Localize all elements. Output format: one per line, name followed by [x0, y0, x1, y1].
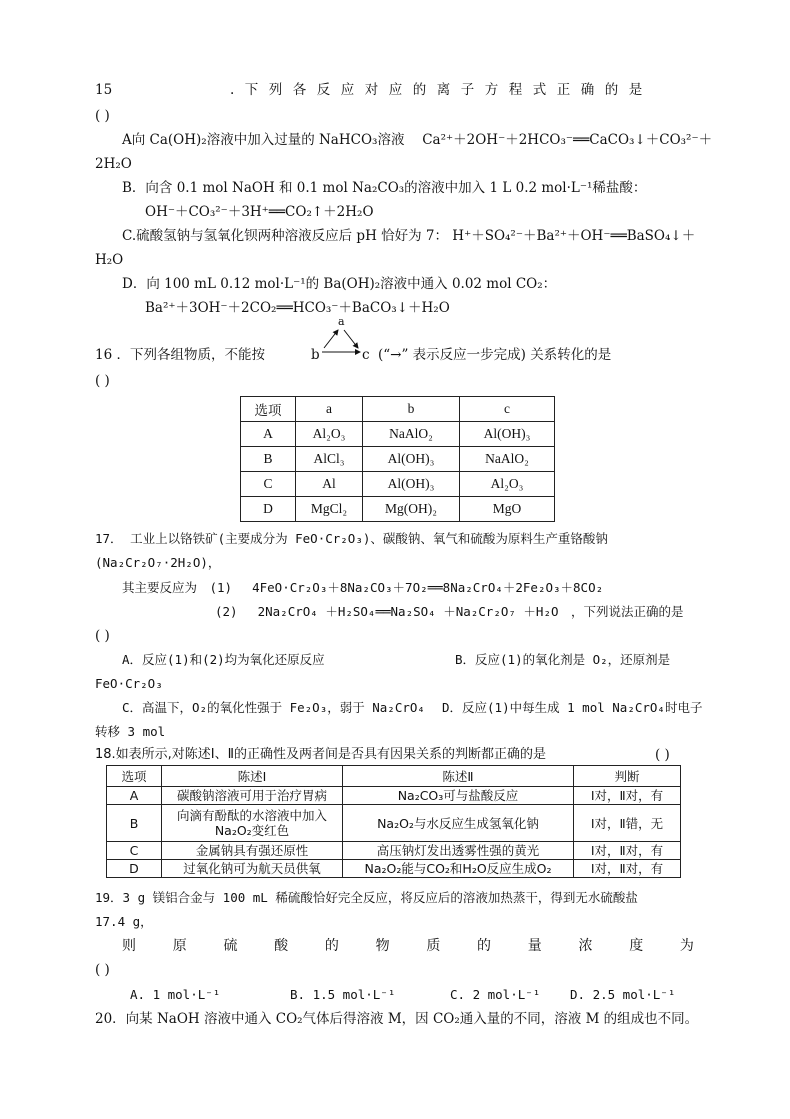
q16-arrow-b-to-a: [324, 330, 338, 348]
table-cell: Al(OH)₃: [460, 422, 555, 447]
stem-char: 的: [477, 938, 492, 954]
table-cell: C: [107, 842, 162, 860]
q16-node-a: a: [338, 315, 345, 328]
q15-option-a-cont: 2H₂O: [95, 156, 132, 172]
table-cell: 高压钠灯发出透雾性强的黄光: [343, 842, 574, 860]
q15-number: 15: [95, 82, 113, 98]
q15-stem: [95, 81, 695, 99]
q15-option-c: C.硫酸氢钠与氢氧化钡两种溶液反应后 pH 恰好为 7： H⁺＋SO₄²⁻＋Ba²⁺＋OH⁻══BaSO₄↓＋: [122, 228, 696, 244]
q16-stem-prefix: 16 ．下列各组物质，不能按: [95, 347, 265, 363]
table-cell: Ⅰ对，Ⅱ错，无: [574, 805, 681, 842]
q17-reaction-2: (2) 2Na₂CrO₄ ＋H₂SO₄══Na₂SO₄ ＋Na₂Cr₂O₇ ＋H₂O ，下列说法正确的是: [215, 604, 684, 619]
q15-option-a: A向 Ca(OH)₂溶液中加入过量的 NaHCO₃溶液 Ca²⁺＋2OH⁻＋2HCO₃⁻══CaCO₃↓＋CO₃²⁻＋: [122, 132, 713, 148]
table-header-cell: b: [363, 397, 460, 422]
table-header-cell: 判断: [574, 766, 681, 787]
q19-answer-paren: ( ): [95, 962, 110, 978]
q15-stem-text: .下列各反应对应的离子方程式正确的是: [230, 82, 653, 98]
table-row: [241, 422, 555, 447]
table-cell: NaAlO₂: [363, 422, 460, 447]
table-cell: Ⅰ对，Ⅱ对，有: [574, 842, 681, 860]
table-header-cell: 陈述Ⅰ: [162, 766, 343, 787]
table-cell: MgO: [460, 497, 555, 522]
table-cell: Al₂O₃: [460, 472, 555, 497]
table-header-row: [107, 766, 681, 787]
stem-char: 硫: [223, 938, 238, 954]
table-cell: C: [241, 472, 296, 497]
table-row: [107, 787, 681, 805]
q15-option-c-cont: H₂O: [95, 252, 124, 268]
table-row: [241, 497, 555, 522]
q20-stem: 20．向某 NaOH 溶液中通入 CO₂气体后得溶液 M，因 CO₂通入量的不同，溶液 M 的组成也不同。: [95, 1011, 699, 1027]
table-header-cell: a: [296, 397, 363, 422]
stem-char: 量: [527, 938, 542, 954]
q19-option-c: C. 2 mol·L⁻¹: [450, 987, 541, 1002]
stem-char: 浓: [578, 938, 593, 954]
table-row: [107, 805, 681, 842]
table-cell: Na₂O₂与水反应生成氢氧化钠: [343, 805, 574, 842]
q19-option-d: D. 2.5 mol·L⁻¹: [570, 987, 676, 1002]
stem-char: 质: [426, 938, 441, 954]
table-cell: 向滴有酚酞的水溶液中加入Na₂O₂变红色: [162, 805, 343, 842]
q17-option-c: C．高温下，O₂的氧化性强于 Fe₂O₃，弱于 Na₂CrO₄: [122, 700, 425, 715]
table-cell: Na₂O₂能与CO₂和H₂O反应生成O₂: [343, 860, 574, 878]
table-header-cell: 陈述Ⅱ: [343, 766, 574, 787]
q16-node-c: c: [362, 347, 370, 363]
table-cell: A: [107, 787, 162, 805]
table-row: [241, 447, 555, 472]
stem-char: 度: [629, 938, 644, 954]
table-cell: Mg(OH)₂: [363, 497, 460, 522]
q16-answer-paren: ( ): [95, 373, 110, 389]
q15-option-b-equation: OH⁻＋CO₃²⁻＋3H⁺══CO₂↑＋2H₂O: [145, 204, 374, 220]
table-header-row: [241, 397, 555, 422]
stem-char: 的: [324, 938, 339, 954]
q16-table: [240, 396, 555, 522]
table-header-cell: 选项: [241, 397, 296, 422]
table-cell: 过氧化钠可为航天员供氧: [162, 860, 343, 878]
q17-answer-paren: ( ): [95, 628, 110, 644]
q15-option-b: B．向含 0.1 mol NaOH 和 0.1 mol Na₂CO₃的溶液中加入 1 L 0.2 mol·L⁻¹稀盐酸：: [122, 180, 647, 196]
q18-stem: 18.如表所示,对陈述Ⅰ、Ⅱ的正确性及两者间是否具有因果关系的判断都正确的是: [95, 747, 547, 762]
table-row: [107, 860, 681, 878]
q18-table: [106, 765, 681, 878]
table-header-cell: c: [460, 397, 555, 422]
q19-option-a: A. 1 mol·L⁻¹: [130, 987, 221, 1002]
table-cell: Ⅰ对，Ⅱ对，有: [574, 787, 681, 805]
table-cell: Al(OH)₃: [363, 447, 460, 472]
table-cell: MgCl₂: [296, 497, 363, 522]
table-cell: Na₂CO₃可与盐酸反应: [343, 787, 574, 805]
q16-arrow-a-to-c: [344, 330, 358, 348]
q17-option-d-cont: 转移 3 mol: [95, 724, 166, 739]
stem-char: 为: [679, 938, 694, 954]
table-cell: D: [241, 497, 296, 522]
table-cell: B: [241, 447, 296, 472]
q17-option-d: D．反应(1)中每生成 1 mol Na₂CrO₄时电子: [442, 700, 703, 715]
q17-option-a: A．反应(1)和(2)均为氧化还原反应: [122, 652, 325, 667]
q16-stem-suffix: (“→” 表示反应一步完成) 关系转化的是: [378, 347, 612, 363]
q19-option-b: B. 1.5 mol·L⁻¹: [290, 987, 396, 1002]
q17-reaction-1: 其主要反应为 (1) 4FeO·Cr₂O₃＋8Na₂CO₃＋7O₂══8Na₂CrO₄＋2Fe₂O₃＋8CO₂: [122, 580, 604, 595]
q18-answer-paren: ( ): [655, 747, 670, 763]
table-cell: A: [241, 422, 296, 447]
q17-stem: 17． 工业上以铬铁矿(主要成分为 FeO·Cr₂O₃)、碳酸钠、氧气和硫酸为原料生产重铬酸钠: [95, 531, 608, 546]
q17-stem-cont: (Na₂Cr₂O₇·2H₂O)，: [95, 555, 221, 570]
table-cell: Al₂O₃: [296, 422, 363, 447]
table-row: [107, 842, 681, 860]
q17-option-b-cont: FeO·Cr₂O₃: [95, 676, 163, 691]
q15-option-d-equation: Ba²⁺＋3OH⁻＋2CO₂══HCO₃⁻＋BaCO₃↓＋H₂O: [145, 300, 450, 316]
q16-triangle-arrows: [318, 316, 368, 360]
table-cell: AlCl₃: [296, 447, 363, 472]
table-cell: B: [107, 805, 162, 842]
q17-option-b: B．反应(1)的氧化剂是 O₂，还原剂是: [455, 652, 671, 667]
table-cell: 金属钠具有强还原性: [162, 842, 343, 860]
q19-stem: 19．3 g 镁铝合金与 100 mL 稀硫酸恰好完全反应，将反应后的溶液加热蒸干，得到无水硫酸盐: [95, 890, 638, 905]
stem-char: 则: [122, 938, 136, 954]
table-row: [241, 472, 555, 497]
stem-char: 酸: [274, 938, 289, 954]
table-header-cell: 选项: [107, 766, 162, 787]
q15-option-d: D．向 100 mL 0.12 mol·L⁻¹的 Ba(OH)₂溶液中通入 0.02 mol CO₂：: [122, 276, 557, 292]
table-cell: D: [107, 860, 162, 878]
table-cell: 碳酸钠溶液可用于治疗胃病: [162, 787, 343, 805]
q16-node-b: b: [311, 347, 320, 363]
q15-answer-paren: ( ): [95, 108, 110, 124]
stem-char: 物: [375, 938, 390, 954]
q19-stem-cont: 17.4 g，: [95, 914, 153, 929]
table-cell: Al: [296, 472, 363, 497]
q19-stem-spread: [122, 937, 694, 955]
table-cell: Ⅰ对，Ⅱ对，有: [574, 860, 681, 878]
stem-char: 原: [172, 938, 187, 954]
table-cell: NaAlO₂: [460, 447, 555, 472]
table-cell: Al(OH)₃: [363, 472, 460, 497]
